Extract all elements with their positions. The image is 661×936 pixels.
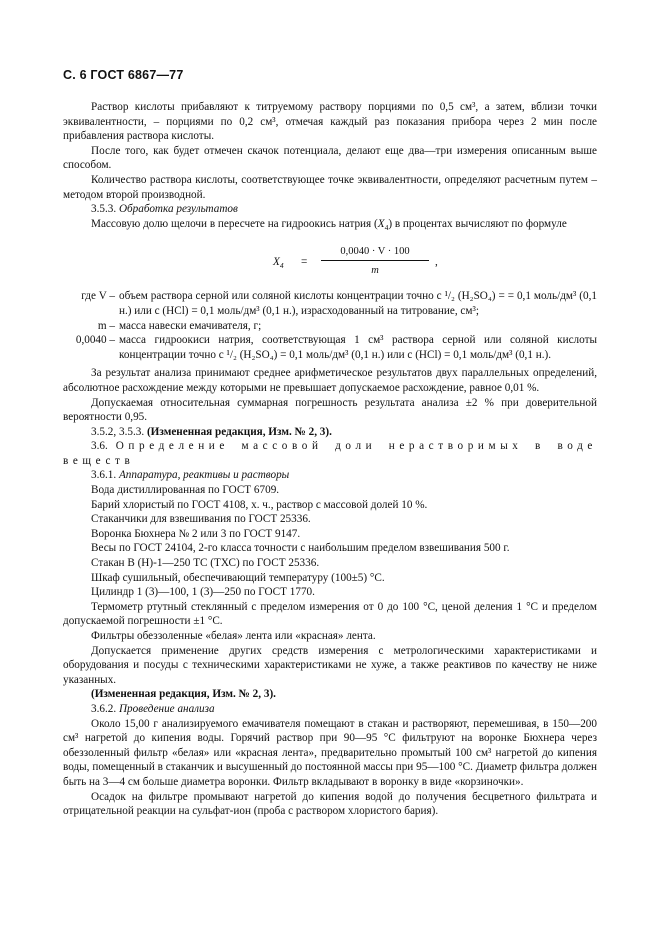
document-body — [63, 100, 597, 819]
formula — [63, 241, 597, 281]
paragraph: Фильтры обеззоленные «белая» лента или «красная» лента. — [91, 630, 376, 642]
definition-row — [63, 289, 597, 318]
text-run: Массовую долю щелочи в пересчете на гидроокись натрия ( — [91, 217, 378, 230]
section-heading-3-6-1 — [63, 468, 597, 483]
paragraph — [63, 217, 597, 232]
definition-row — [63, 319, 597, 334]
paragraph: Раствор кислоты прибавляют к титруемому раствору порциями по 0,5 см³, а затем, вблизи точки эквивалентности, – порциями по 0,2 см³, отмечая каждый раз показания прибора через 2 мин после прибавления раствора кислоты. — [63, 101, 597, 143]
text-run: ) в процентах вычисляют по формуле — [388, 217, 567, 230]
definition-text: объем раствора серной или соляной кислоты концентрации точно c ¹/₂ (H₂SO₄) = = 0,1 моль/дм³ (0,1 н.) или c (HCl) = 0,1 моль/дм³ (0,1 н.), израсходованный на титрование, см³; — [119, 290, 597, 317]
equipment-item: Весы по ГОСТ 24104, 2-го класса точности с наибольшим пределом взвешивания 500 г. — [91, 542, 510, 555]
section-heading-3-6 — [63, 439, 597, 468]
definition-label: где V – — [81, 290, 115, 303]
formula-variable: X — [377, 217, 385, 230]
section-heading-3-5-3 — [63, 202, 597, 217]
definition-label: 0,0040 – — [75, 334, 115, 347]
formula-definitions — [63, 289, 597, 362]
section-number: 3.6. — [91, 440, 108, 453]
paragraph: Около 15,00 г анализируемого емачивателя помещают в стакан и растворяют, перемешивая, в 150—200 см³ нагретой до кипения воды. Горячий раствор при 90—95 °С фильтруют на воронке Бюхнера через обеззоленный фильтр «белая» или «красная лента», предварительно промытый 100 см³ нагретой до кипения воды, помещенный в стаканчик и высушенный до постоянной массы при 95—100 °С. Диаметр фильтра должен быть на 3—4 см больше диаметра воронки. Фильтр вкладывают в воронку в виде «корзиночки». — [63, 717, 597, 788]
equipment-item: Воронка Бюхнера № 2 или 3 по ГОСТ 9147. — [91, 527, 301, 540]
section-title: Обработка результатов — [118, 203, 238, 216]
formula-denominator: m — [371, 265, 379, 277]
section-title: Определение массовой доли нерастворимых в воде веществ — [63, 440, 597, 467]
equipment-item: Шкаф сушильный, обеспечивающий температуру (100±5) °С. — [91, 571, 385, 584]
formula-numerator: 0,0040 · V · 100 — [340, 246, 410, 258]
edition-note — [63, 425, 597, 440]
edition-note: (Измененная редакция, Изм. № 2, 3). — [91, 688, 276, 701]
section-title: Аппаратура, реактивы и растворы — [118, 469, 290, 482]
section-number: 3.5.3. — [91, 203, 117, 216]
definition-row — [63, 333, 597, 362]
definition-label: m – — [97, 319, 115, 332]
formula-subscript: 4 — [384, 222, 389, 232]
formula-lhs-sub: 4 — [279, 261, 284, 271]
formula-comma: , — [435, 256, 438, 269]
page-header: С. 6 ГОСТ 6867—77 — [63, 68, 184, 82]
section-title: Проведение анализа — [118, 702, 215, 715]
paragraph: Допускаемая относительная суммарная погрешность результата анализа ±2 % при доверительной вероятности 0,95. — [63, 396, 597, 424]
formula-lhs — [273, 255, 284, 270]
paragraph: За результат анализа принимают среднее арифметическое результатов двух параллельных определений, абсолютное расхождение между которыми не превышает допускаемое расхождение, равное 0,01 %. — [63, 367, 597, 394]
equipment-item: Вода дистиллированная по ГОСТ 6709. — [91, 484, 280, 497]
paragraph: После того, как будет отмечен скачок потенциала, делают еще два—три измерения описанным выше способом. — [63, 144, 597, 172]
definition-text: масса навески емачивателя, г; — [119, 319, 262, 332]
equipment-item: Стаканчики для взвешивания по ГОСТ 25336. — [91, 513, 311, 526]
paragraph: Осадок на фильтре промывают нагретой до кипения водой до получения бесцветного фильтрата и отрицательной реакции на сульфат-ион (проба с раствором хлористого бария). — [63, 790, 597, 818]
paragraph: Количество раствора кислоты, соответствующее точке эквивалентности, определяют расчетным путем – методом второй производной. — [63, 173, 597, 201]
fraction-bar — [321, 260, 429, 261]
section-number: 3.6.1. — [91, 469, 117, 482]
section-heading-3-6-2 — [63, 702, 597, 717]
paragraph: Термометр ртутный стеклянный с пределом измерения от 0 до 100 °С, ценой деления 1 °С и пределом допускаемой погрешности ±1 °С. — [63, 600, 597, 628]
section-number: 3.6.2. — [91, 702, 117, 715]
edition-note-prefix: 3.5.2, 3.5.3. — [91, 425, 147, 438]
equipment-item: Барий хлористый по ГОСТ 4108, х. ч., раствор с массовой долей 10 %. — [91, 498, 428, 511]
equipment-item: Цилиндр 1 (3)—100, 1 (3)—250 по ГОСТ 1770. — [91, 586, 315, 599]
formula-equals: = — [301, 256, 308, 269]
definition-text: масса гидроокиси натрия, соответствующая 1 см³ раствора серной или соляной кислоты концентрации точно c ¹/₂ (H₂SO₄) = 0,1 моль/дм³ (0,1 н.) или c (HCl) = 0,1 моль/дм³ (0,1 н.). — [119, 334, 597, 361]
equipment-item: Стакан В (Н)-1—250 ТС (ТХС) по ГОСТ 25336. — [91, 557, 320, 570]
formula-lhs-var: X — [273, 256, 280, 269]
edition-note-bold: (Измененная редакция, Изм. № 2, 3). — [146, 425, 332, 438]
paragraph: Допускается применение других средств измерения с метрологическими характеристиками и оборудования и посуды с техническими характеристиками не хуже, а также реактивов по качеству не ниже указанных. — [63, 644, 597, 686]
